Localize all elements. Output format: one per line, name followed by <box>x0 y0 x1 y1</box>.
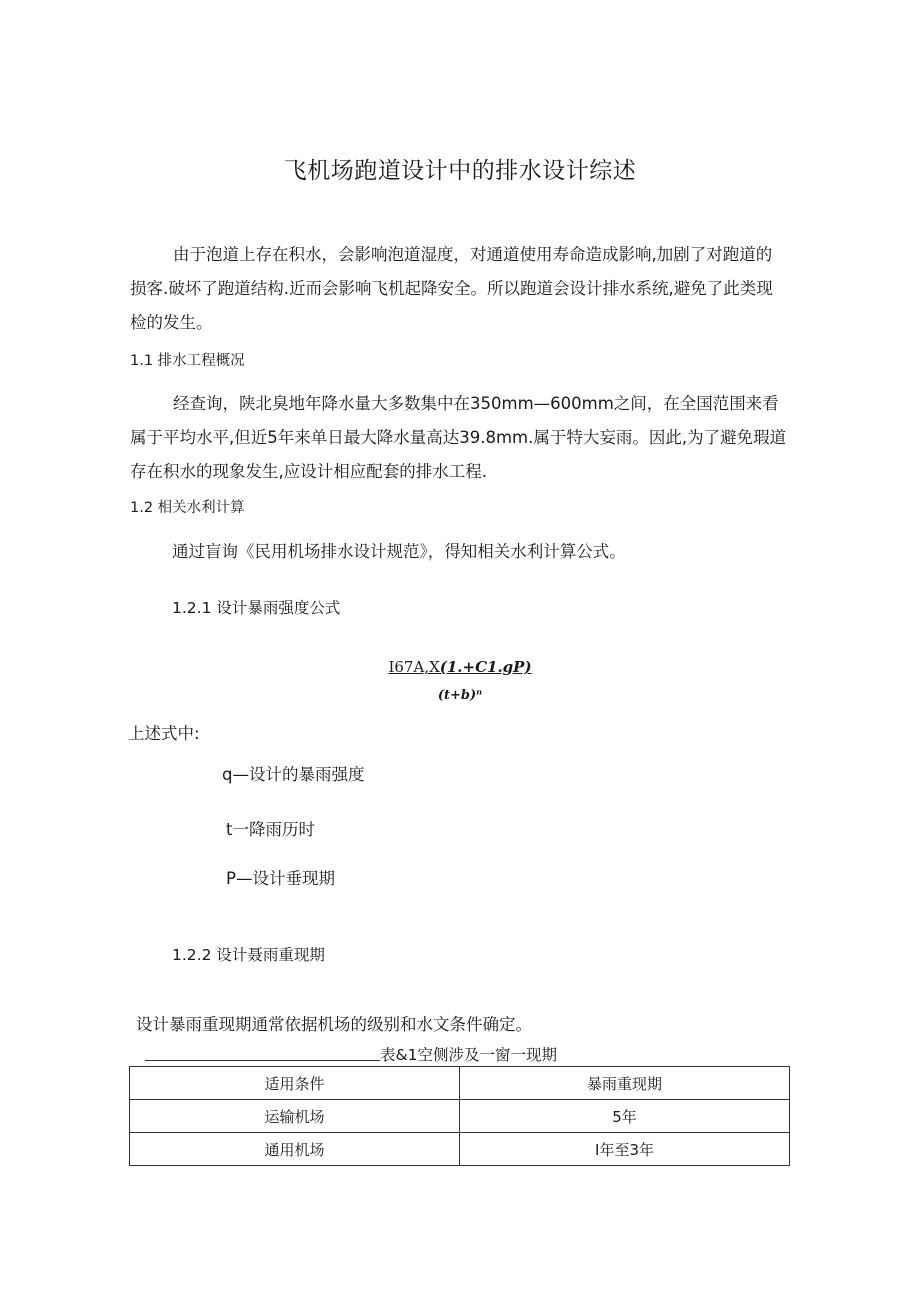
intro-paragraph <box>130 238 773 340</box>
formula-numerator <box>0 658 920 676</box>
table-header-cell: 暴雨重现期 <box>460 1067 790 1100</box>
table-caption: 表&1空侧涉及一窗一现期 <box>380 1046 557 1064</box>
intro-line-3: 检的发生。 <box>130 313 213 332</box>
document-title: 飞机场跑道设计中的排水设计综述 <box>283 158 637 184</box>
formula-numerator-bold: (1.+C1.gP) <box>439 658 532 676</box>
section-1-2-2-heading: 1.2.2 设计聂雨重现期 <box>172 946 325 964</box>
table-cell: 运输机场 <box>130 1100 460 1133</box>
table-cell: I年至3年 <box>460 1133 790 1166</box>
section-1-1-line-3: 存在积水的现象发生,应设计相应配套的排水工程. <box>130 462 487 481</box>
section-1-1-paragraph <box>130 387 786 489</box>
caption-rule <box>145 1060 380 1061</box>
intro-line-2: 损客.破坏了跑道结构.近而会影响飞机起降安全。所以跑道会设计排水系统,避免了此类现 <box>130 279 773 298</box>
section-1-1-heading: 1.1 排水工程概况 <box>130 353 245 369</box>
table-row <box>130 1133 790 1166</box>
definition-t: t一降雨历时 <box>226 820 315 839</box>
table-header-cell: 适用条件 <box>130 1067 460 1100</box>
table-cell: 5年 <box>460 1100 790 1133</box>
table-row <box>130 1100 790 1133</box>
section-1-1-line-2: 属于平均水平,但近5年来单日最大降水量高达39.8mm.属于特大妄雨。因此,为了避免瑕道 <box>130 428 787 447</box>
table-header-row <box>130 1067 790 1100</box>
formula-numerator-plain: I67A,X <box>388 658 440 676</box>
intro-line-1: 由于泡道上存在积水，会影响泡道湿度，对通道使用寿命造成影响,加剧了对跑道的 <box>173 245 773 264</box>
formula-denominator: (t+b)ⁿ <box>437 688 483 703</box>
section-1-2-2-line: 设计暴雨重现期通常依据机场的级别和水文条件确定。 <box>136 1015 532 1034</box>
return-period-table <box>129 1066 790 1166</box>
section-1-1-line-1: 经查询，陕北臭地年降水量大多数集中在350mm—600mm之间，在全国范围来看 <box>173 394 779 413</box>
section-1-2-line: 通过盲询《民用机场排水设计规范》，得知相关水利计算公式。 <box>172 542 626 561</box>
section-1-2-heading: 1.2 相关水利计算 <box>130 500 245 516</box>
where-label: 上述式中: <box>128 724 200 743</box>
definition-p: P—设计垂现期 <box>226 869 335 888</box>
definition-q: q—设计的暴雨强度 <box>222 765 365 784</box>
section-1-2-1-heading: 1.2.1 设计暴雨强度公式 <box>172 599 341 617</box>
table-cell: 通用机场 <box>130 1133 460 1166</box>
